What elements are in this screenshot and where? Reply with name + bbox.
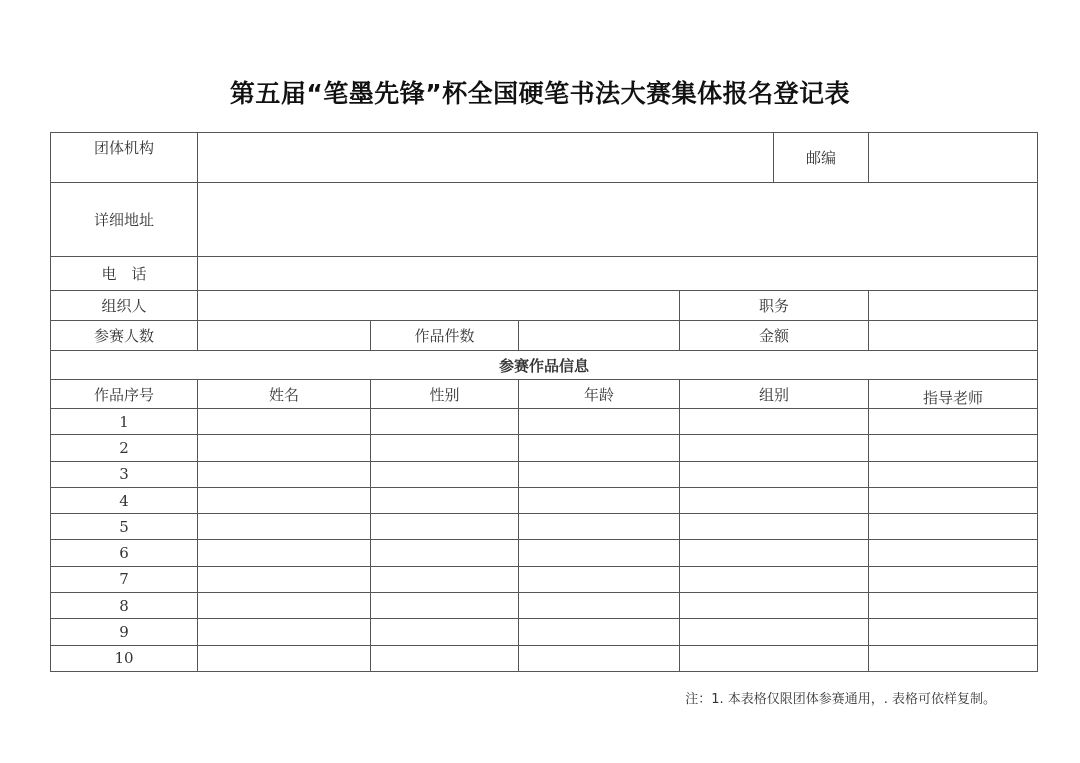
amount-label: 金额	[680, 321, 869, 351]
postcode-input-cell[interactable]	[869, 133, 1038, 183]
group-cell[interactable]	[680, 619, 869, 645]
teacher-cell[interactable]	[869, 487, 1038, 513]
age-cell[interactable]	[519, 514, 680, 540]
address-input-cell[interactable]	[198, 183, 1038, 257]
age-cell[interactable]	[519, 409, 680, 435]
org-label: 团体机构	[51, 133, 198, 183]
name-cell[interactable]	[198, 435, 371, 461]
gender-cell[interactable]	[371, 566, 519, 592]
group-cell[interactable]	[680, 593, 869, 619]
column-header-row	[51, 380, 1038, 409]
col-header-age: 年龄	[519, 380, 680, 409]
table-row	[51, 540, 1038, 566]
name-cell[interactable]	[198, 461, 371, 487]
age-cell[interactable]	[519, 540, 680, 566]
registration-table	[50, 132, 1038, 672]
col-header-name: 姓名	[198, 380, 371, 409]
teacher-cell[interactable]	[869, 540, 1038, 566]
col-header-number: 作品序号	[51, 380, 198, 409]
table-row	[51, 566, 1038, 592]
name-cell[interactable]	[198, 593, 371, 619]
gender-cell[interactable]	[371, 540, 519, 566]
name-cell[interactable]	[198, 645, 371, 671]
phone-label: 电 话	[51, 257, 198, 291]
amount-input-cell[interactable]	[869, 321, 1038, 351]
org-input-cell[interactable]	[198, 133, 774, 183]
phone-input-cell[interactable]	[198, 257, 1038, 291]
group-cell[interactable]	[680, 461, 869, 487]
gender-cell[interactable]	[371, 514, 519, 540]
participants-label: 参赛人数	[51, 321, 198, 351]
name-cell[interactable]	[198, 566, 371, 592]
teacher-cell[interactable]	[869, 409, 1038, 435]
form-title: 第五届“笔墨先锋”杯全国硬笔书法大赛集体报名登记表	[229, 79, 851, 108]
group-cell[interactable]	[680, 514, 869, 540]
age-cell[interactable]	[519, 435, 680, 461]
row-number: 6	[51, 540, 198, 566]
row-number: 9	[51, 619, 198, 645]
row-number: 7	[51, 566, 198, 592]
row-number: 10	[51, 645, 198, 671]
group-cell[interactable]	[680, 409, 869, 435]
gender-cell[interactable]	[371, 435, 519, 461]
col-header-group: 组别	[680, 380, 869, 409]
row-number: 2	[51, 435, 198, 461]
postcode-label: 邮编	[774, 133, 869, 183]
organizer-input-cell[interactable]	[198, 291, 680, 321]
position-input-cell[interactable]	[869, 291, 1038, 321]
teacher-cell[interactable]	[869, 514, 1038, 540]
works-count-input-cell[interactable]	[519, 321, 680, 351]
group-cell[interactable]	[680, 487, 869, 513]
table-row	[51, 514, 1038, 540]
works-count-label: 作品件数	[371, 321, 519, 351]
footnote: 注：1. 本表格仅限团体参赛通用，. 表格可依样复制。	[685, 692, 996, 707]
name-cell[interactable]	[198, 487, 371, 513]
teacher-cell[interactable]	[869, 645, 1038, 671]
teacher-cell[interactable]	[869, 435, 1038, 461]
table-row	[51, 435, 1038, 461]
table-row	[51, 409, 1038, 435]
section-title: 参赛作品信息	[51, 351, 1038, 380]
age-cell[interactable]	[519, 487, 680, 513]
age-cell[interactable]	[519, 645, 680, 671]
gender-cell[interactable]	[371, 461, 519, 487]
table-row	[51, 487, 1038, 513]
organizer-label: 组织人	[51, 291, 198, 321]
group-cell[interactable]	[680, 645, 869, 671]
col-header-gender: 性别	[371, 380, 519, 409]
row-number: 4	[51, 487, 198, 513]
name-cell[interactable]	[198, 409, 371, 435]
col-header-teacher: 指导老师	[869, 380, 1038, 409]
age-cell[interactable]	[519, 461, 680, 487]
age-cell[interactable]	[519, 619, 680, 645]
row-number: 1	[51, 409, 198, 435]
gender-cell[interactable]	[371, 487, 519, 513]
row-number: 8	[51, 593, 198, 619]
teacher-cell[interactable]	[869, 461, 1038, 487]
row-number: 5	[51, 514, 198, 540]
table-row	[51, 619, 1038, 645]
position-label: 职务	[680, 291, 869, 321]
table-row	[51, 461, 1038, 487]
age-cell[interactable]	[519, 593, 680, 619]
participants-input-cell[interactable]	[198, 321, 371, 351]
teacher-cell[interactable]	[869, 619, 1038, 645]
address-label: 详细地址	[51, 183, 198, 257]
gender-cell[interactable]	[371, 619, 519, 645]
teacher-cell[interactable]	[869, 566, 1038, 592]
gender-cell[interactable]	[371, 409, 519, 435]
group-cell[interactable]	[680, 566, 869, 592]
table-row	[51, 593, 1038, 619]
teacher-cell[interactable]	[869, 593, 1038, 619]
gender-cell[interactable]	[371, 645, 519, 671]
name-cell[interactable]	[198, 514, 371, 540]
name-cell[interactable]	[198, 540, 371, 566]
name-cell[interactable]	[198, 619, 371, 645]
group-cell[interactable]	[680, 540, 869, 566]
row-number: 3	[51, 461, 198, 487]
table-row	[51, 645, 1038, 671]
group-cell[interactable]	[680, 435, 869, 461]
gender-cell[interactable]	[371, 593, 519, 619]
age-cell[interactable]	[519, 566, 680, 592]
